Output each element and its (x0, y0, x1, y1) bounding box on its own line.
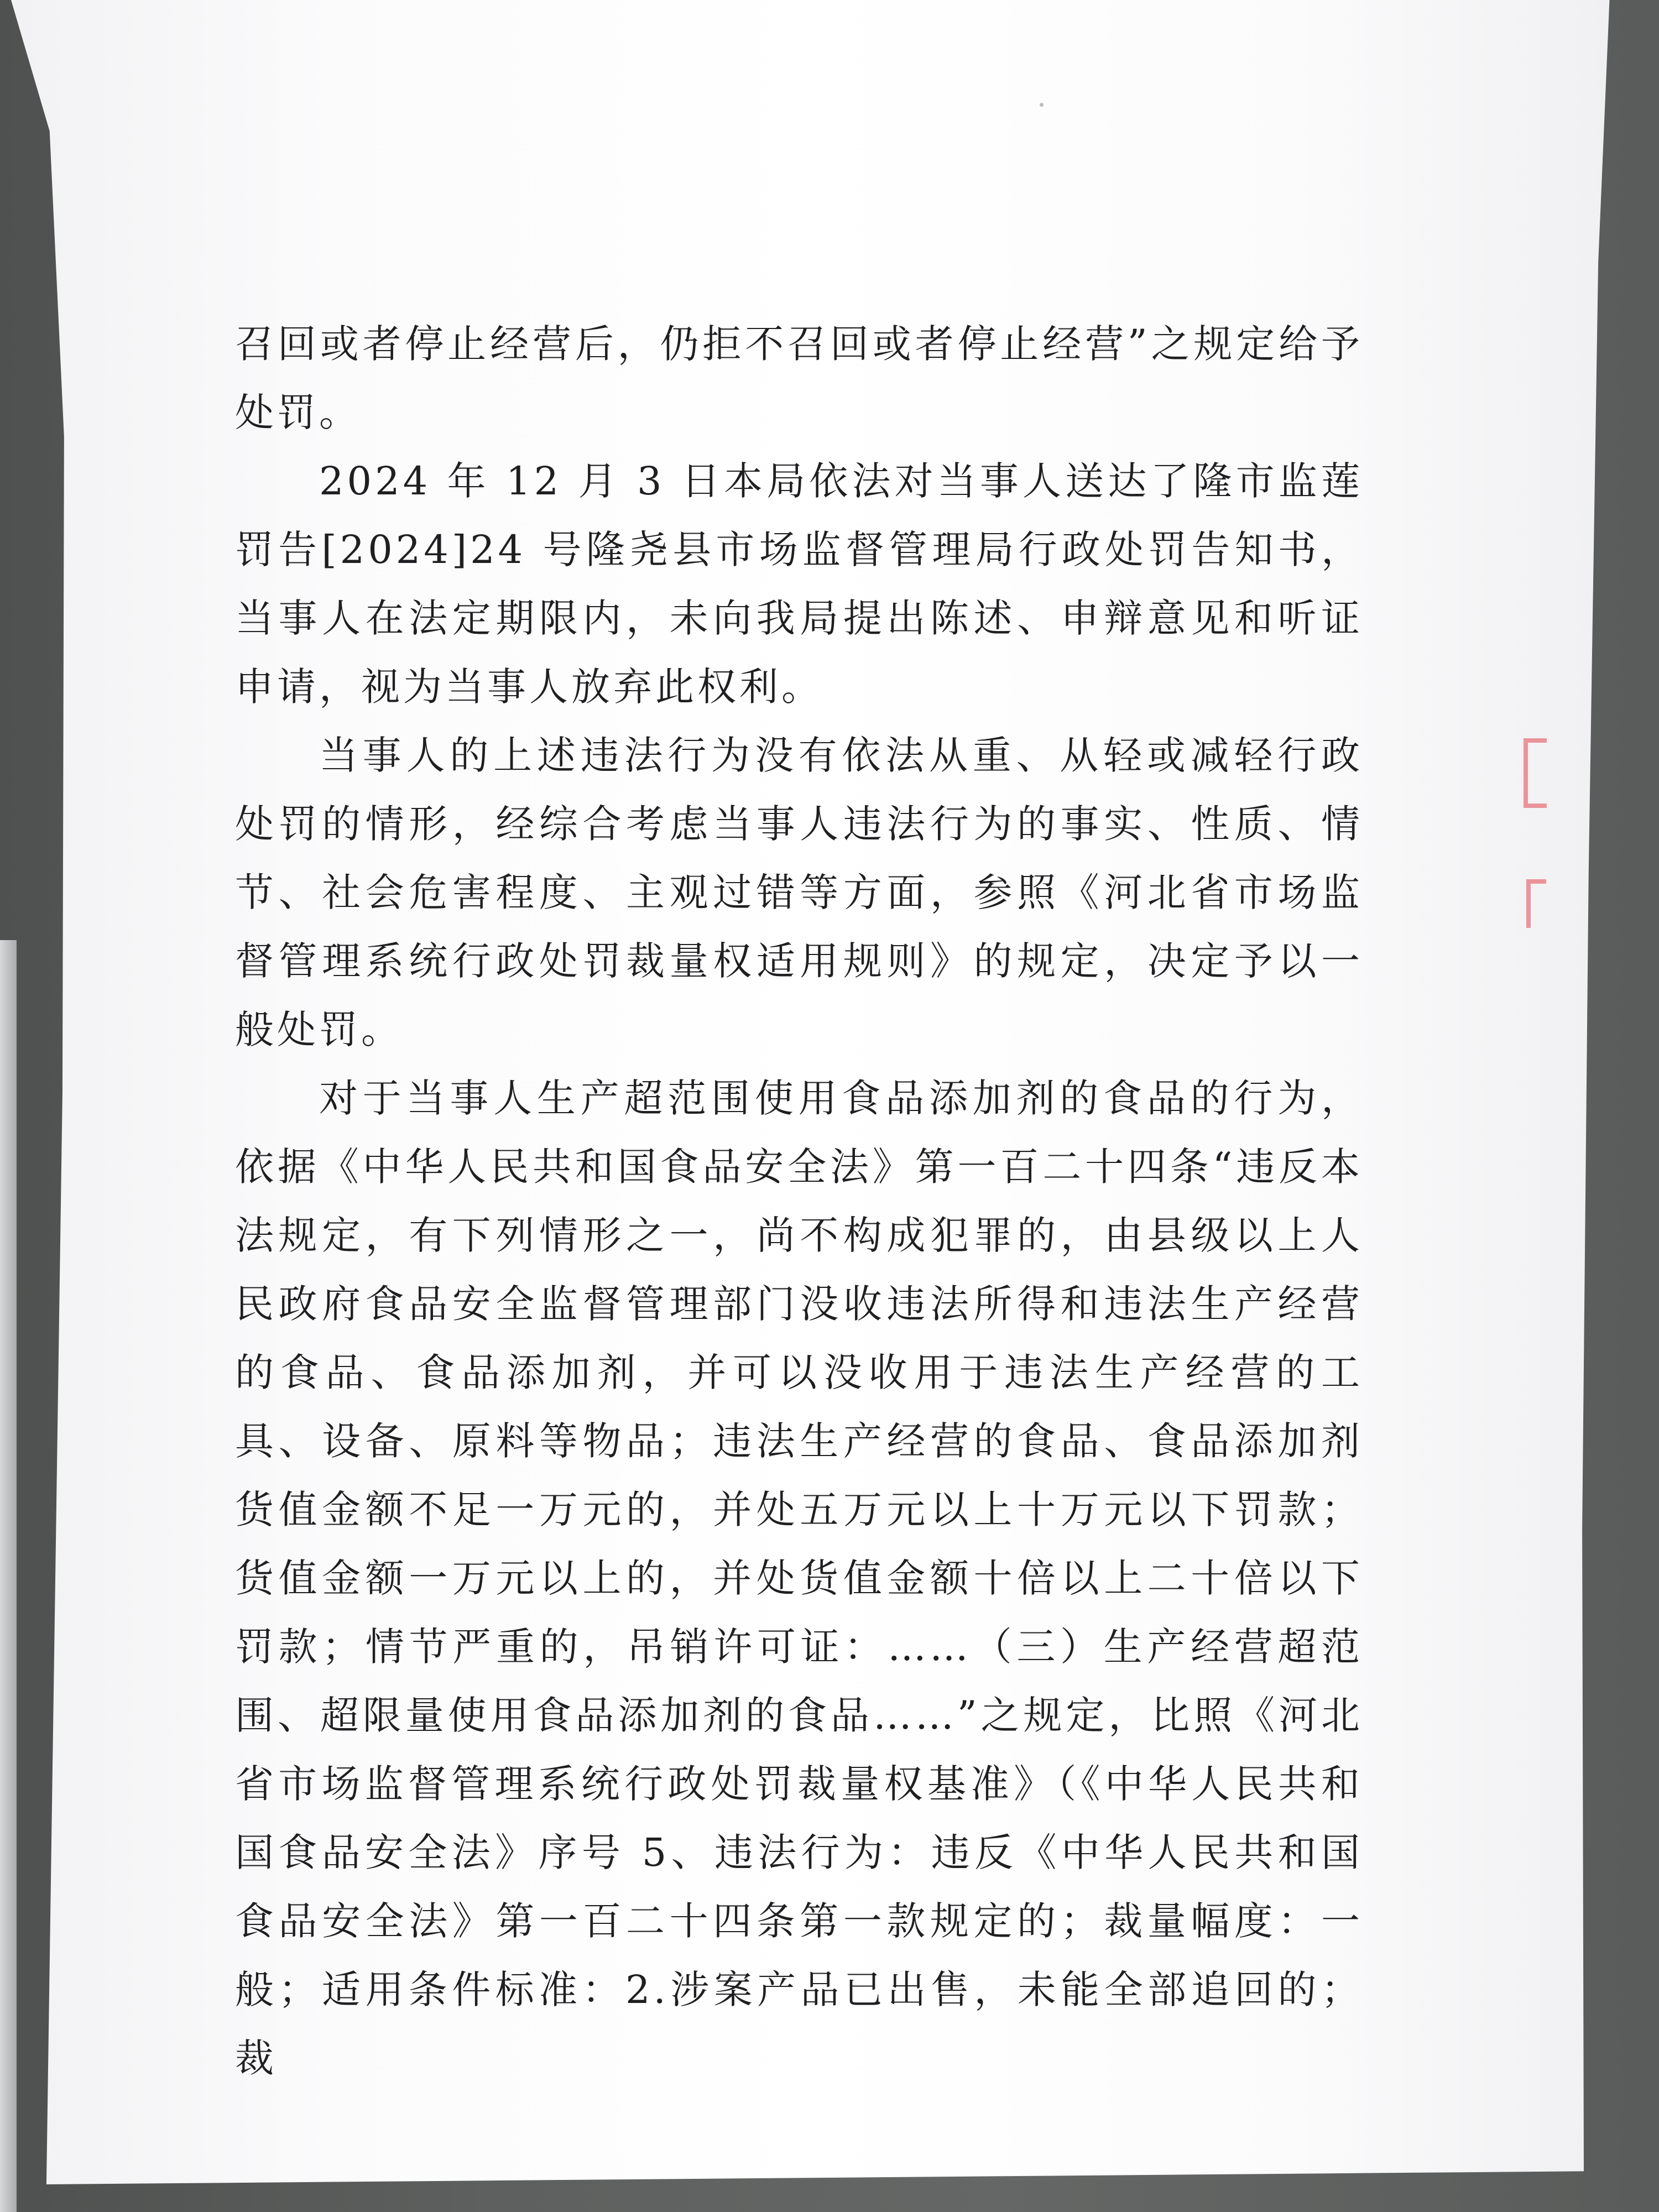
paragraph-4: 对于当事人生产超范围使用食品添加剂的食品的行为，依据《中华人民共和国食品安全法》第一百二十四条“违反本法规定，有下列情形之一，尚不构成犯罪的，由县级以上人民政府食品安全监督管理部门没收违法所得和违法生产经营的食品、食品添加剂，并可以没收用于违法生产经营的工具、设备、原料等物品；违法生产经营的食品、食品添加剂货值金额不足一万元的，并处五万元以上十万元以下罚款；货值金额一万元以上的，并处货值金额十倍以上二十倍以下罚款；情节严重的，吊销许可证：……（三）生产经营超范围、超限量使用食品添加剂的食品……”之规定，比照《河北省市场监督管理系统行政处罚裁量权基准》（《中华人民共和国食品安全法》序号 5、违法行为：违反《中华人民共和国食品安全法》第一百二十四条第一款规定的；裁量幅度：一般；适用条件标准：2.涉案产品已出售，未能全部追回的；裁 (235, 1076, 1363, 2081)
paper-speck (1040, 103, 1044, 107)
seal-edge-mark (1526, 879, 1546, 928)
paragraph-2: 2024 年 12 月 3 日本局依法对当事人送达了隆市监莲罚告[2024]24 号隆尧县市场监督管理局行政处罚告知书，当事人在法定期限内，未向我局提出陈述、申辩意见和听证申请，视为当事人放弃此权利。 (235, 458, 1363, 709)
paper-stack-edge (0, 940, 17, 2212)
paragraph-1: 召回或者停止经营后，仍拒不召回或者停止经营”之规定给予处罚。 (235, 321, 1363, 435)
document-body (235, 310, 1363, 2093)
seal-edge-mark (1524, 738, 1547, 808)
paragraph-3: 当事人的上述违法行为没有依法从重、从轻或减轻行政处罚的情形，经综合考虑当事人违法行为的事实、性质、情节、社会危害程度、主观过错等方面，参照《河北省市场监督管理系统行政处罚裁量权适用规则》的规定，决定予以一般处罚。 (235, 733, 1363, 1052)
